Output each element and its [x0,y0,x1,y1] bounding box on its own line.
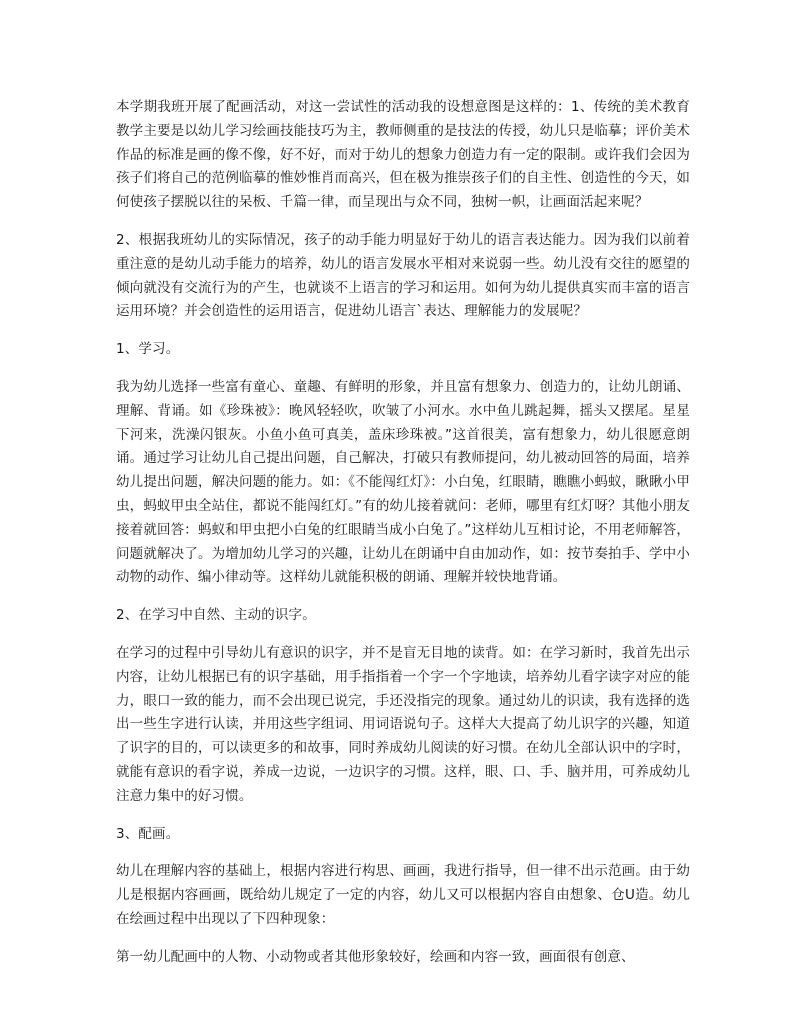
paragraph-drawing: 幼儿在理解内容的基础上，根据内容进行构思、画画，我进行指导，但一律不出示范画。由于幼儿是根据内容画画，既给幼儿规定了一定的内容，幼儿又可以根据内容自由想象、仓U造。幼儿在绘画过程中出现以了下四种现象： [116,863,690,927]
paragraph-intro: 本学期我班开展了配画活动，对这一尝试性的活动我的设想意图是这样的：1、传统的美术教育教学主要是以幼儿学习绘画技能技巧为主，教师侧重的是技法的传授，幼儿只是临摹；评价美术作品的标准是画的像不像，好不好，而对于幼儿的想象力创造力有一定的限制。或许我们会因为孩子们将自己的范例临摹的惟妙惟肖而高兴，但在极为推崇孩子们的自主性、创造性的今天，如何使孩子摆脱以往的呆板、千篇一律，而呈现出与众不同，独树一帜，让画面活起来呢？ [116,99,690,211]
document-body [116,96,690,984]
paragraph-phenomenon-1: 第一幼儿配画中的人物、小动物或者其他形象较好，绘画和内容一致，画面很有创意、 [116,948,635,965]
section-heading-learning: 1、学习。 [116,341,180,358]
section-heading-drawing: 3、配画。 [116,825,180,842]
paragraph-learning: 我为幼儿选择一些富有童心、童趣、有鲜明的形象，并且富有想象力、创造力的，让幼儿朗诵、理解、背诵。如《珍珠被》：晚风轻轻吹，吹皱了小河水。水中鱼儿跳起舞，摇头又摆尾。星星下河来，洗澡闪银灰。小鱼小鱼可真美，盖床珍珠被。”这首很美，富有想象力，幼儿很愿意朗诵。通过学习让幼儿自己提出问题，自己解决，打破只有教师提问，幼儿被动回答的局面，培养幼儿提出问题，解决问题的能力。如：《不能闯红灯》：小白兔，红眼睛，瞧瞧小蚂蚁，瞅瞅小甲虫，蚂蚁甲虫全站住，都说不能闯红灯。”有的幼儿接着就问：老师，哪里有红灯呀？其他小朋友接着就回答：蚂蚁和甲虫把小白兔的红眼睛当成小白兔了。”这样幼儿互相讨论，不用老师解答，问题就解决了。为增加幼儿学习的兴趣，让幼儿在朗诵中自由加动作，如：按节奏拍手、学中小动物的动作、编小律动等。这样幼儿就能积极的朗诵、理解并较快地背诵。 [116,378,690,586]
paragraph-point-2: 2、根据我班幼儿的实际情况，孩子的动手能力明显好于幼儿的语言表达能力。因为我们以前着重注意的是幼儿动手能力的培养，幼儿的语言发展水平相对来说弱一些。幼儿没有交往的愿望的倾向就没有交流行为的产生，也就谈不上语言的学习和运用。如何为幼儿提供真实而丰富的语言运用环境？并会创造性的运用语言，促进幼儿语言`表达、理解能力的发展呢？ [116,231,690,320]
paragraph-literacy: 在学习的过程中引导幼儿有意识的识字，并不是盲无目地的读背。如：在学习新时，我首先出示内容，让幼儿根据已有的识字基础，用手指指着一个字一个字地读，培养幼儿看字读字对应的能力，眼口一致的能力，而不会出现已说完，手还没指完的现象。通过幼儿的识读，我有选择的选出一些生字进行认读，并用这些字组词、用词语说句子。这样大大提高了幼儿识字的兴趣，知道了识字的目的，可以读更多的和故事，同时养成幼儿阅读的好习惯。在幼儿全部认识中的字时，就能有意识的看字说，养成一边说，一边识字的习惯。这样，眼、口、手、脑并用，可养成幼儿注意力集中的好习惯。 [116,644,690,804]
section-heading-literacy: 2、在学习中自然、主动的识字。 [116,607,316,624]
